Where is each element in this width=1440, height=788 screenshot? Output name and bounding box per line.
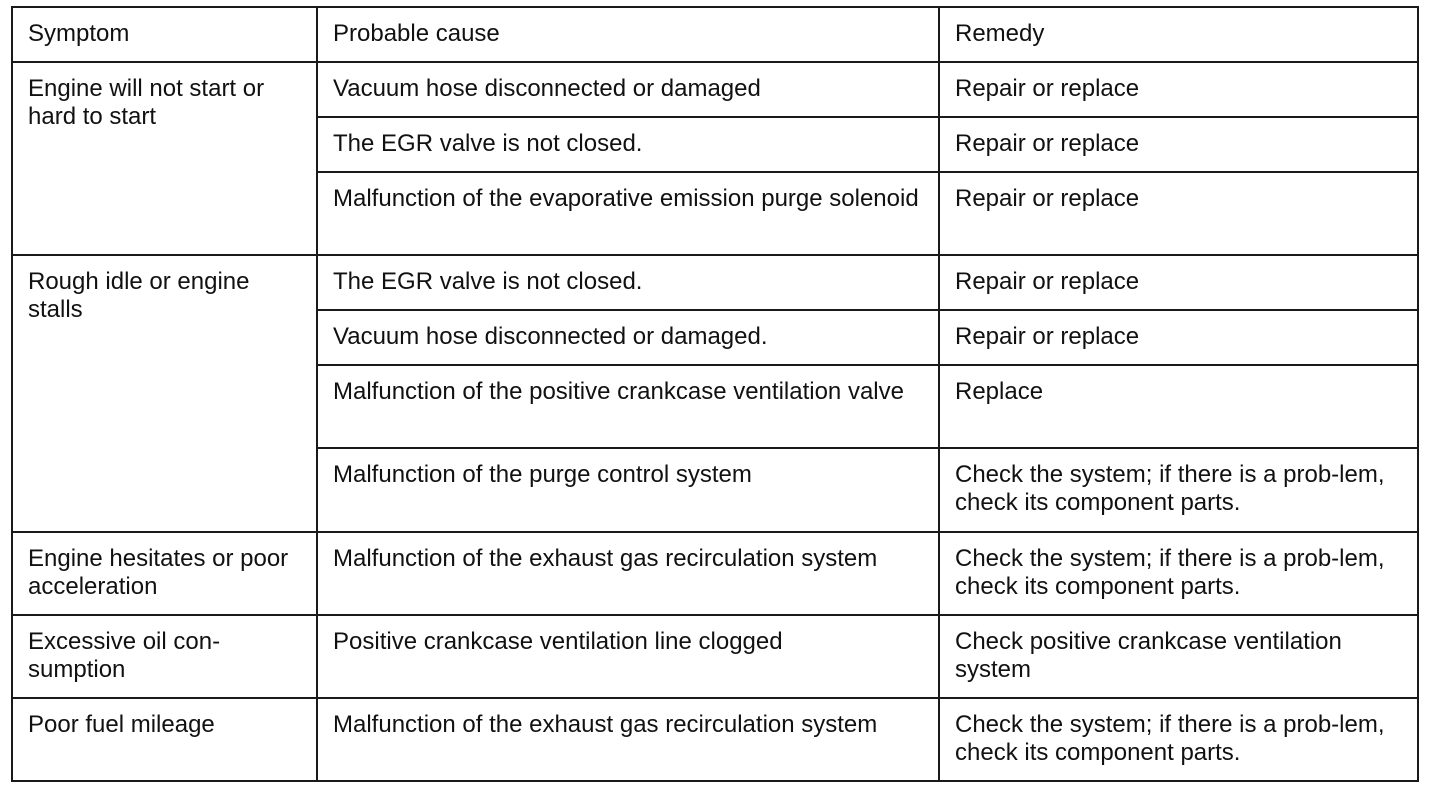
table-row	[12, 62, 1418, 117]
remedy-cell: Check positive crankcase ventilation system	[939, 615, 1418, 698]
remedy-cell: Replace	[939, 365, 1418, 448]
table-row	[12, 615, 1418, 698]
table-row	[12, 532, 1418, 615]
header-remedy: Remedy	[939, 7, 1418, 62]
symptom-cell: Excessive oil con-sumption	[12, 615, 317, 698]
remedy-cell: Repair or replace	[939, 255, 1418, 310]
cause-cell: Positive crankcase ventilation line clogged	[317, 615, 939, 698]
cause-cell: Malfunction of the exhaust gas recirculation system	[317, 532, 939, 615]
header-probable-cause: Probable cause	[317, 7, 939, 62]
cause-cell: Malfunction of the positive crankcase ventilation valve	[317, 365, 939, 448]
cause-cell: Vacuum hose disconnected or damaged	[317, 62, 939, 117]
header-row	[12, 7, 1418, 62]
symptom-cell: Rough idle or engine stalls	[12, 255, 317, 532]
cause-cell: The EGR valve is not closed.	[317, 255, 939, 310]
remedy-cell: Check the system; if there is a prob-lem, check its component parts.	[939, 532, 1418, 615]
table-body	[12, 62, 1418, 781]
cause-cell: Malfunction of the evaporative emission purge solenoid	[317, 172, 939, 255]
troubleshooting-table	[11, 6, 1419, 782]
table-row	[12, 255, 1418, 310]
header-symptom: Symptom	[12, 7, 317, 62]
remedy-cell: Check the system; if there is a prob-lem, check its component parts.	[939, 698, 1418, 781]
remedy-cell: Repair or replace	[939, 310, 1418, 365]
symptom-cell: Poor fuel mileage	[12, 698, 317, 781]
table-row	[12, 698, 1418, 781]
cause-cell: Malfunction of the exhaust gas recirculation system	[317, 698, 939, 781]
remedy-cell: Repair or replace	[939, 117, 1418, 172]
remedy-cell: Check the system; if there is a prob-lem, check its component parts.	[939, 448, 1418, 532]
remedy-cell: Repair or replace	[939, 62, 1418, 117]
symptom-cell: Engine will not start or hard to start	[12, 62, 317, 255]
cause-cell: The EGR valve is not closed.	[317, 117, 939, 172]
cause-cell: Malfunction of the purge control system	[317, 448, 939, 532]
cause-cell: Vacuum hose disconnected or damaged.	[317, 310, 939, 365]
symptom-cell: Engine hesitates or poor acceleration	[12, 532, 317, 615]
remedy-cell: Repair or replace	[939, 172, 1418, 255]
table-header	[12, 7, 1418, 62]
